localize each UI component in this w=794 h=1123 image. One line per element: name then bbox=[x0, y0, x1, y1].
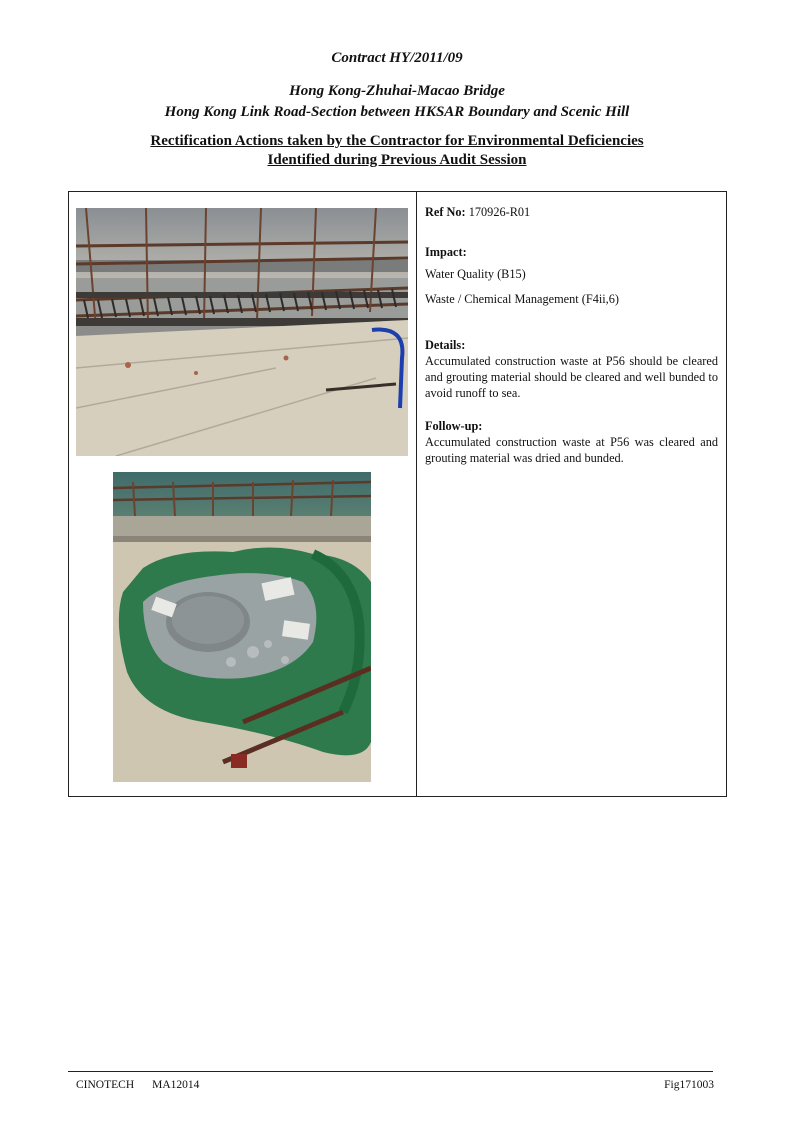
footer-figure-number: Fig171003 bbox=[664, 1079, 714, 1091]
footer-left bbox=[76, 1078, 199, 1092]
details-column bbox=[417, 192, 726, 796]
impact-item: Waste / Chemical Management (F4ii,6) bbox=[425, 292, 619, 306]
document-header bbox=[0, 48, 794, 170]
footer-company: CINOTECH bbox=[76, 1079, 135, 1091]
details-text: Accumulated construction waste at P56 should be cleared and grouting material should be cleared and well bunded to avoid runoff to sea. bbox=[425, 354, 718, 400]
bunded-tarpaulin-image bbox=[113, 472, 371, 782]
impact-heading: Impact: bbox=[425, 245, 467, 259]
contract-title: Contract HY/2011/09 bbox=[331, 50, 463, 66]
impact-item: Water Quality (B15) bbox=[425, 267, 526, 281]
photo-column bbox=[69, 192, 417, 796]
followup-heading: Follow-up: bbox=[425, 419, 483, 433]
details-heading: Details: bbox=[425, 338, 466, 352]
followup-text: Accumulated construction waste at P56 was cleared and grouting material was dried and bunded. bbox=[425, 435, 718, 465]
ref-row bbox=[425, 204, 718, 220]
rebar-deck-image bbox=[76, 208, 408, 456]
site-photo-rebar-deck bbox=[76, 208, 408, 456]
record-table bbox=[68, 191, 727, 797]
project-title-line1: Hong Kong-Zhuhai-Macao Bridge bbox=[289, 83, 505, 99]
section-title-line1: Rectification Actions taken by the Contractor for Environmental Deficiencies bbox=[150, 133, 644, 149]
footer-report-number: MA12014 bbox=[152, 1079, 200, 1091]
project-title-line2: Hong Kong Link Road-Section between HKSAR Boundary and Scenic Hill bbox=[164, 104, 630, 120]
footer-divider bbox=[68, 1071, 713, 1072]
ref-label: Ref No: bbox=[425, 205, 466, 219]
ref-value: 170926-R01 bbox=[468, 205, 531, 219]
site-photo-bunded-tarpaulin bbox=[113, 472, 371, 782]
section-title-line2: Identified during Previous Audit Session bbox=[267, 152, 527, 168]
